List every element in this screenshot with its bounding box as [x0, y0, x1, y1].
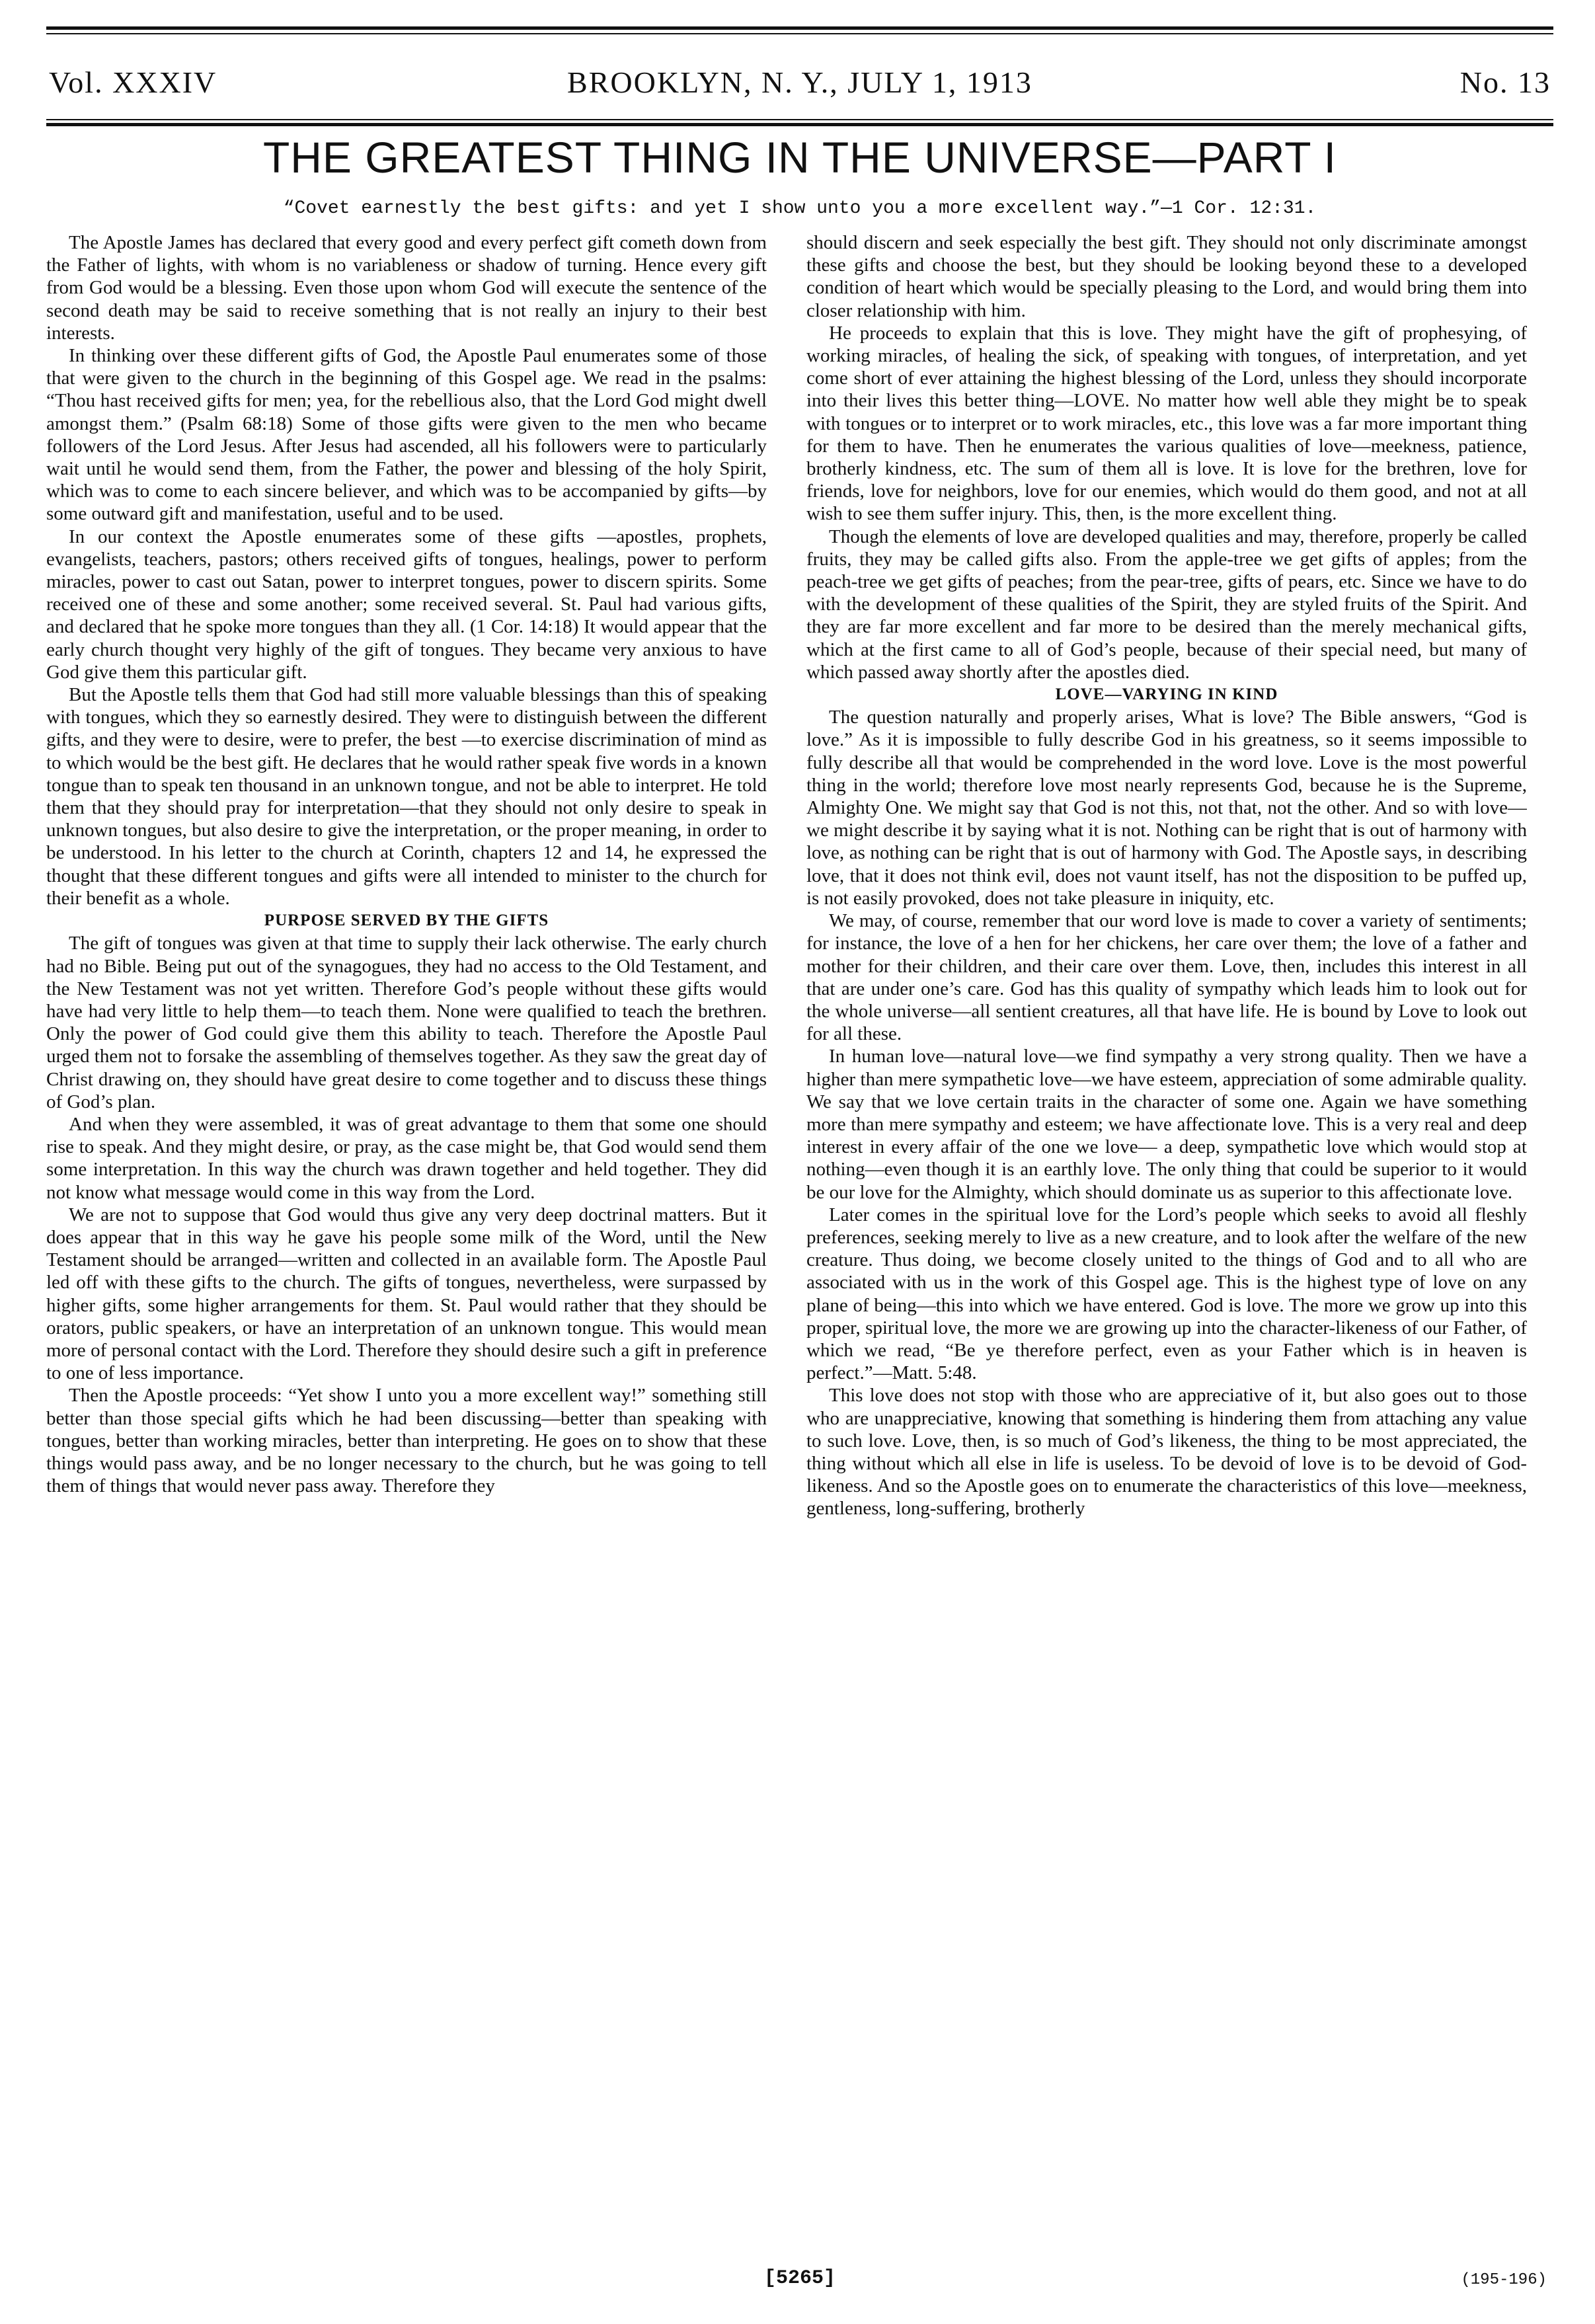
dateline: BROOKLYN, N. Y., JULY 1, 1913 — [567, 65, 1032, 99]
article-title: THE GREATEST THING IN THE UNIVERSE—PART I — [262, 133, 1337, 182]
paragraph: We may, of course, remember that our word love is made to cover a variety of sentiments; for instance, the love of a hen for her chickens, her care over them; the love of a father and mother for their children, and their care over them. Love, then, includes this interest in all that are under one’s care. God has this quality of sympathy which leads him to look out for the whole universe—all sentient creatures, all that have life. He is bound by Love to look out for all these. — [806, 910, 1527, 1045]
paragraph: Though the elements of love are developed qualities and may, therefore, properly be called fruits, they may be called gifts also. From the apple-tree we get gifts of apples; from the peach-tree we get gifts of peaches; from the pear-tree, gifts of pears, etc. Since we have to do with the development of these qualities of the Spirit, they are styled fruits of the Spirit. And they are far more excellent and far more to be desired than the merely mechanical gifts, which at the first came to all of God’s people, because of their special need, but many of which passed away shortly after the apostles died. — [806, 525, 1527, 683]
paragraph: We are not to suppose that God would thus give any very deep doctrinal matters. But it does appear that in this way he gave his people some milk of the Word, until the New Testament should be arranged—written and collected in an available form. The Apostle Paul led off with these gifts to the church. The gifts of tongues, nevertheless, were surpassed by higher gifts, some higher arrangements for them. St. Paul would rather that they should be orators, public speakers, or have an interpretation of an unknown tongue. This would mean more of personal contact with the Lord. Therefore they should desire such a gift in preference to one of less importance. — [46, 1204, 767, 1384]
paragraph: He proceeds to explain that this is love. They might have the gift of prophesying, of working miracles, of healing the sick, of speaking with tongues, of interpretation, and yet come short of ever attaining the highest blessing of the Lord, unless they should incorporate into their lives this better thing—LOVE. No matter how well able they might be to speak with tongues or to interpret or to work miracles, etc., this love was a far more important thing for them to have. Then he enumerates the various qualities of love—meekness, patience, brotherly kindness, etc. The sum of them all is love. It is love for the brethren, love for friends, love for neighbors, love for our enemies, which would do them good, and not at all wish to see them suffer injury. This, then, is the more excellent thing. — [806, 322, 1527, 525]
paragraph: Then the Apostle proceeds: “Yet show I unto you a more excellent way!” something still better than those special gifts which he had been discussing—better than speaking with tongues, better than working miracles, better than interpreting. He goes on to show that these things would pass away, and be no longer necessary to the church, but he was going to tell them of things that would never pass away. Therefore they — [46, 1385, 767, 1497]
paragraph: In human love—natural love—we find sympathy a very strong quality. Then we have a higher than mere sympathetic love—we have esteem, appreciation of some admirable quality. We say that we love certain traits in the character of some one. Again we have something more than mere sympathy and esteem; we have affectionate love. This is a very real and deep interest in every affair of the one we love— a deep, sympathetic love which would stop at nothing—even though it is an earthly love. The only thing that could be superior to it would be our love for the Almighty, which should dominate us as superior to this affectionate love. — [806, 1046, 1527, 1203]
issue-number: No. 13 — [1459, 65, 1551, 99]
masthead-rule-thin — [46, 119, 1553, 120]
section-heading: LOVE—VARYING IN KIND — [1055, 685, 1278, 704]
paragraph: In our context the Apostle enumerates some of these gifts —apostles, prophets, evangelists, teachers, pastors; others received gifts of tongues, healings, power to perform miracles, power to cast out Satan, power to interpret tongues, power to discern spirits. Some received one of these and some another; some received several. St. Paul had various gifts, and declared that he spoke more tongues than they all. (1 Cor. 14:18) It would appear that the early church thought very highly of the gift of tongues. They became very anxious to have God give them this particular gift. — [46, 525, 767, 683]
newspaper-page — [46, 26, 1553, 2300]
article-epigraph: “Covet earnestly the best gifts: and yet I show unto you a more excellent way.”—1 Cor. 12:31. — [283, 198, 1317, 219]
masthead-rule-thick — [46, 123, 1553, 126]
page-reference: (195-196) — [1461, 2271, 1547, 2289]
paragraph: The Apostle James has declared that every good and every perfect gift cometh down from the Father of lights, with whom is no variableness or shadow of turning. Hence every gift from God would be a blessing. Even those upon whom God will execute the sentence of the second death may be said to receive something that is not really an injury to their best interests. — [46, 232, 767, 344]
paragraph: But the Apostle tells them that God had still more valuable blessings than this of speaking with tongues, which they so earnestly desired. They were to distinguish between the different gifts, and they were to desire, were to prefer, the best —to exercise discrimination of mind as to which would be the best gift. He declares that he would rather speak five words in a known tongue than to speak ten thousand in an unknown tongue, and not be able to interpret. He told them that they should pray for interpretation—that they should not only desire to speak in unknown tongues, but also desire to give the interpretation, or the proper meaning, in order to be understood. In his letter to the church at Corinth, chapters 12 and 14, he expressed the thought that these different tongues and gifts were all intended to minister to the church for their benefit as a whole. — [46, 684, 767, 909]
page-footer — [46, 2267, 1553, 2300]
paragraph: The question naturally and properly arises, What is love? The Bible answers, “God is love.” As it is impossible to fully describe God in his greatness, so it seems impossible to fully describe all that would be comprehended in the word love. Love is the most powerful thing in the world; therefore love most nearly represents God, because he is the Supreme, Almighty One. We might say that God is not this, not that, not the other. And so with love—we might describe it by saying what it is not. Nothing can be right that is out of harmony with love, as nothing can be right that is out of harmony with God. The Apostle says, in describing love, that it does not think evil, does not vaunt itself, has not the disposition to be puffed up, is not easily provoked, does not take pleasure in iniquity, etc. — [806, 707, 1527, 909]
top-rule-thick — [46, 26, 1553, 30]
paragraph: In thinking over these different gifts of God, the Apostle Paul enumerates some of those that were given to the church in the beginning of this Gospel age. We read in the psalms: “Thou hast received gifts for men; yea, for the rebellious also, that the Lord God might dwell amongst them.” (Psalm 68:18) Some of those gifts were given to the men who became followers of the Lord Jesus. After Jesus had ascended, all his followers were to particularly wait until he would send them, from the Father, the power and blessing of the holy Spirit, which was to come to each sincere believer, and which was to be accompanied by gifts—by some outward gift and manifestation, useful and to be used. — [46, 345, 767, 525]
section-heading: PURPOSE SERVED BY THE GIFTS — [264, 911, 549, 930]
paragraph: And when they were assembled, it was of great advantage to them that some one should rise to speak. And they might desire, or pray, as the case might be, that God would send them some interpretation. In this way the church was drawn together and held together. They did not know what message would come in this way from the Lord. — [46, 1113, 767, 1203]
paragraph: This love does not stop with those who are appreciative of it, but also goes out to those who are unappreciative, knowing that something is hindering them from attaching any value to such love. Love, then, is so much of God’s likeness, the thing to be most appreciated, the thing without which all else in life is useless. To be devoid of love is to be devoid of God-likeness. And so the Apostle goes on to enumerate the characteristics of this love—meekness, gentleness, long-suffering, brotherly — [806, 1385, 1527, 1520]
page-number: [5265] — [763, 2267, 836, 2290]
masthead — [46, 65, 1553, 118]
paragraph: should discern and seek especially the best gift. They should not only discriminate amongst these gifts and choose the best, but they should be looking beyond these to a developed condition of heart which would be specially pleasing to the Lord, and would bring them into closer relationship with him. — [806, 232, 1527, 321]
paragraph: The gift of tongues was given at that time to supply their lack otherwise. The early church had no Bible. Being put out of the synagogues, they had no access to the Old Testament, and the New Testament was not yet written. Therefore God’s people without these gifts would have had very little to help them—to teach them. None were qualified to teach the brethren. Only the power of God could give them this ability to teach. Therefore the Apostle Paul urged them not to forsake the assembling of themselves together. As they saw the great day of Christ drawing on, they should have great desire to come together and to discuss these things of God’s plan. — [46, 933, 767, 1112]
paragraph: Later comes in the spiritual love for the Lord’s people which seeks to avoid all fleshly preferences, seeking merely to live as a new creature, and to look after the welfare of the new creature. Thus doing, we become closely united to the things of God and to all who are associated with us in the work of this Gospel age. This is the highest type of love on any plane of being—this into which we have entered. God is love. The more we grow up into this proper, spiritual love, the more we are growing up into the character-likeness of our Father, of which we read, “Be ye therefore perfect, even as your Father which is in heaven is perfect.”—Matt. 5:48. — [806, 1204, 1527, 1384]
top-rule-thin — [46, 33, 1553, 34]
volume-label: Vol. XXXIV — [49, 65, 217, 99]
left-column — [46, 231, 767, 2254]
right-column — [806, 231, 1527, 2254]
